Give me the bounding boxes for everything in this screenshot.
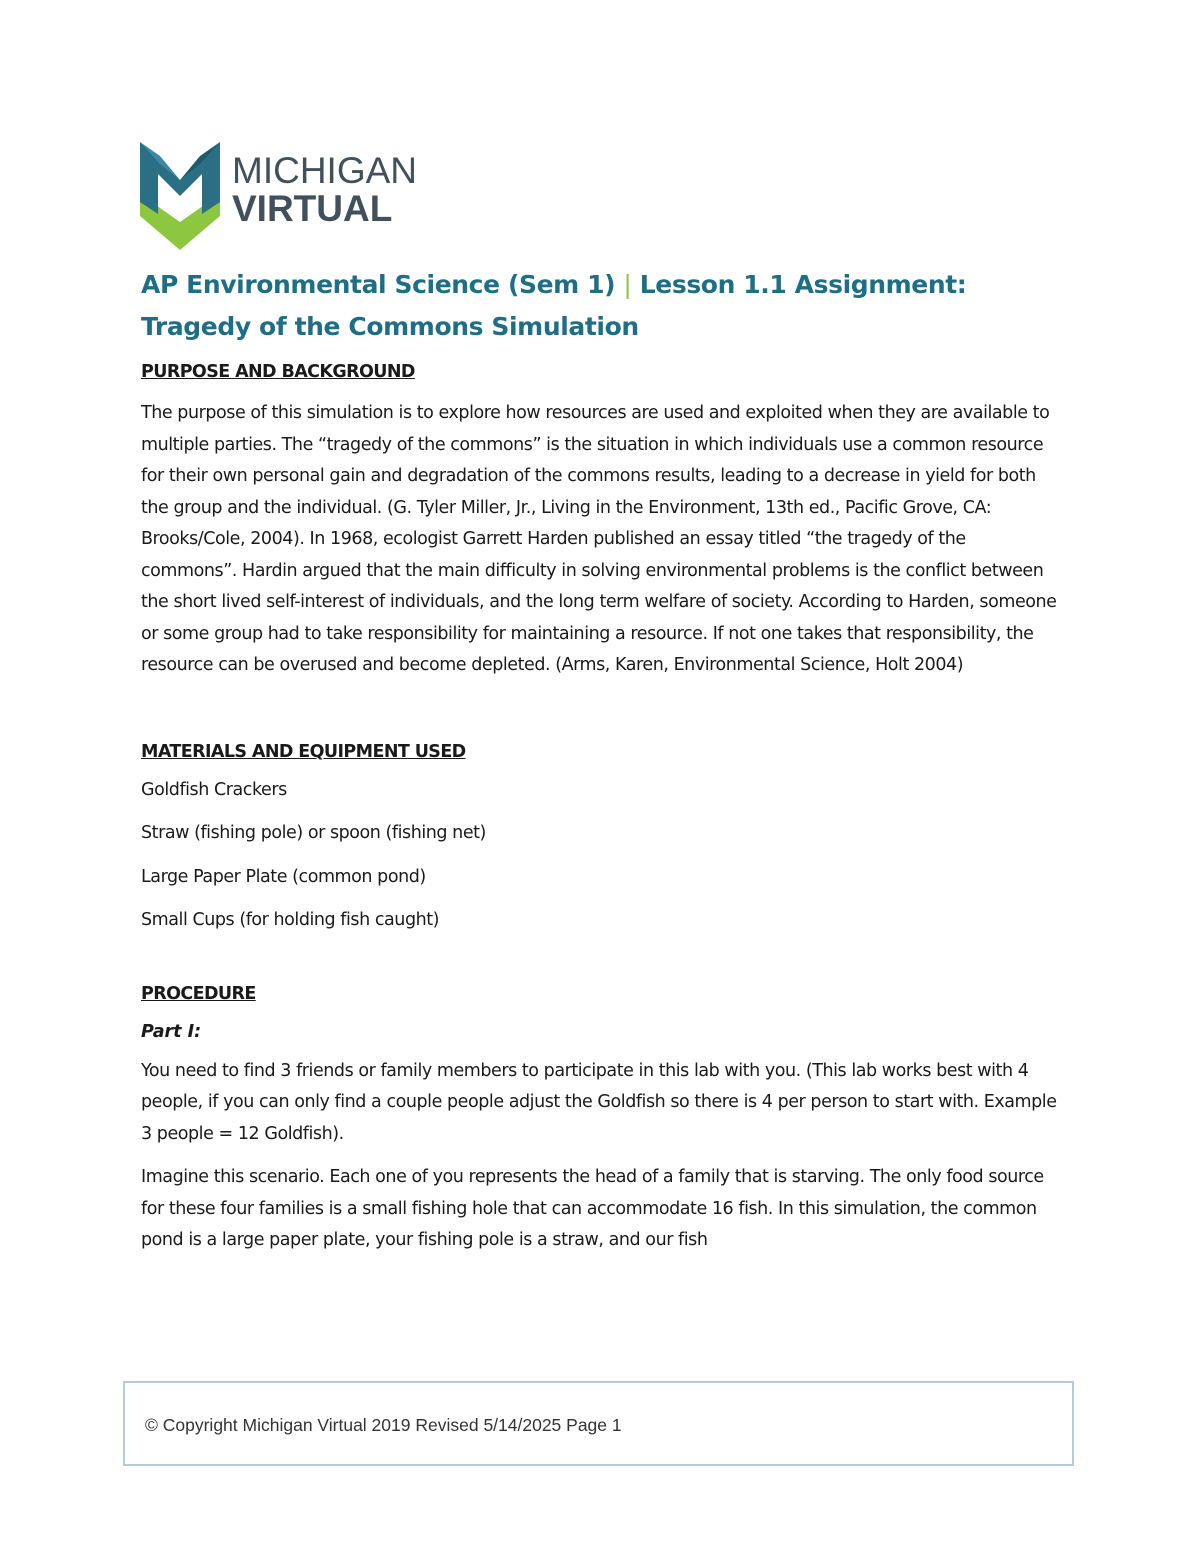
- procedure-heading: PROCEDURE: [141, 983, 256, 1004]
- logo-text-michigan: MICHIGAN: [232, 150, 417, 191]
- materials-item: Goldfish Crackers: [141, 779, 287, 800]
- footer-copyright: © Copyright Michigan Virtual 2019 Revised 5/14/2025 Page 1: [145, 1415, 622, 1435]
- procedure-paragraph-1: You need to find 3 friends or family members to participate in this lab with you. (This lab works best with 4 people, if you can only find a couple people adjust the Goldfish so there is 4 per person to start with. Example 3 people = 12 Goldfish).: [141, 1060, 1057, 1144]
- part-one-subheading: Part I:: [141, 1021, 202, 1042]
- michigan-virtual-logo: [140, 140, 430, 252]
- procedure-paragraph-2: Imagine this scenario. Each one of you represents the head of a family that is starving. The only food source for these four families is a small fishing hole that can accommodate 16 fish. In this simulation, the common pond is a large paper plate, your fishing pole is a straw, and our fish: [141, 1167, 1044, 1250]
- materials-item: Straw (fishing pole) or spoon (fishing net): [141, 823, 486, 843]
- lesson-title: Lesson 1.1 Assignment: Tragedy of the Commons Simulation: [141, 270, 967, 341]
- purpose-paragraph: The purpose of this simulation is to explore how resources are used and exploited when they are available to multiple parties. The “tragedy of the commons” is the situation in which individuals use a common resource for their own personal gain and degradation of the commons results, leading to a decrease in yield for both the group and the individual. (G. Tyler Miller, Jr., Living in the Environment, 13th ed., Pacific Grove, CA: Brooks/Cole, 2004). In 1968, ecologist Garrett Harden published an essay titled “the tragedy of the commons”. Hardin argued that the main difficulty in solving environmental problems is the conflict between the short lived self-interest of individuals, and the long term welfare of society. According to Harden, someone or some group had to take responsibility for maintaining a resource. If not one takes that responsibility, the resource can be overused and become depleted. (Arms, Karen, Environmental Science, Holt 2004): [141, 403, 1057, 675]
- materials-heading: MATERIALS AND EQUIPMENT USED: [141, 741, 466, 762]
- document-body: [141, 264, 1061, 1257]
- michigan-virtual-m-logo-icon: [140, 140, 220, 252]
- page-footer: [123, 1381, 1074, 1466]
- course-title: AP Environmental Science (Sem 1): [141, 270, 616, 299]
- page-title: [141, 264, 1061, 348]
- logo-text-virtual: VIRTUAL: [232, 188, 393, 229]
- title-separator: |: [623, 270, 632, 299]
- purpose-heading: PURPOSE AND BACKGROUND: [141, 362, 415, 382]
- materials-item: Large Paper Plate (common pond): [141, 866, 426, 887]
- materials-item: Small Cups (for holding fish caught): [141, 910, 440, 930]
